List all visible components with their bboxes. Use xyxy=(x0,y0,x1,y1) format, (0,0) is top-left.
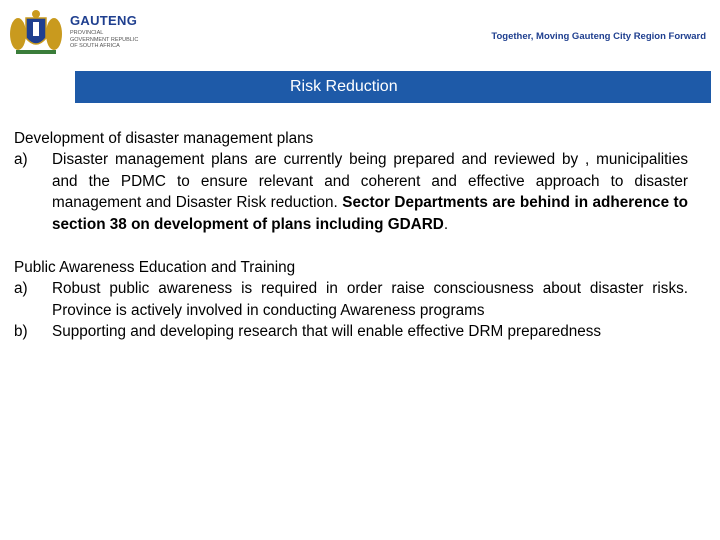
list-item xyxy=(14,278,688,321)
list-item xyxy=(14,149,688,235)
title-bar xyxy=(75,71,711,103)
brand-subtitle: PROVINCIAL GOVERNMENT REPUBLIC OF SOUTH AFRICA xyxy=(70,30,139,50)
item-text: Robust public awareness is required in order raise consciousness about disaster risks. Province is actively involved in conducting Awareness programs xyxy=(52,280,688,319)
section-heading: Public Awareness Education and Training xyxy=(14,259,296,277)
coat-of-arms-icon xyxy=(8,8,64,56)
item-bold-text: Sector Departments are behind in adherence to section 38 on development of plans including GDARD xyxy=(52,194,688,233)
slide-content xyxy=(14,128,688,343)
item-text: Disaster management plans are currently being prepared and reviewed by , municipalities and the PDMC to ensure relevant and coherent and effective approach to disaster management and Disaster Risk reduction. xyxy=(52,151,688,212)
item-text: Supporting and developing research that will enable effective DRM preparedness xyxy=(52,323,602,341)
gauteng-logo xyxy=(8,8,140,56)
section-heading: Development of disaster management plans xyxy=(14,130,314,147)
tagline: Together, Moving Gauteng City Region Forward xyxy=(491,31,706,42)
item-tail: . xyxy=(443,215,449,233)
list-item xyxy=(14,321,688,342)
brand-name: GAUTENG xyxy=(70,13,138,29)
list-marker: a) xyxy=(14,151,28,169)
page-title: Risk Reduction xyxy=(290,78,398,95)
list-marker: b) xyxy=(14,323,28,341)
list-marker: a) xyxy=(14,280,28,298)
